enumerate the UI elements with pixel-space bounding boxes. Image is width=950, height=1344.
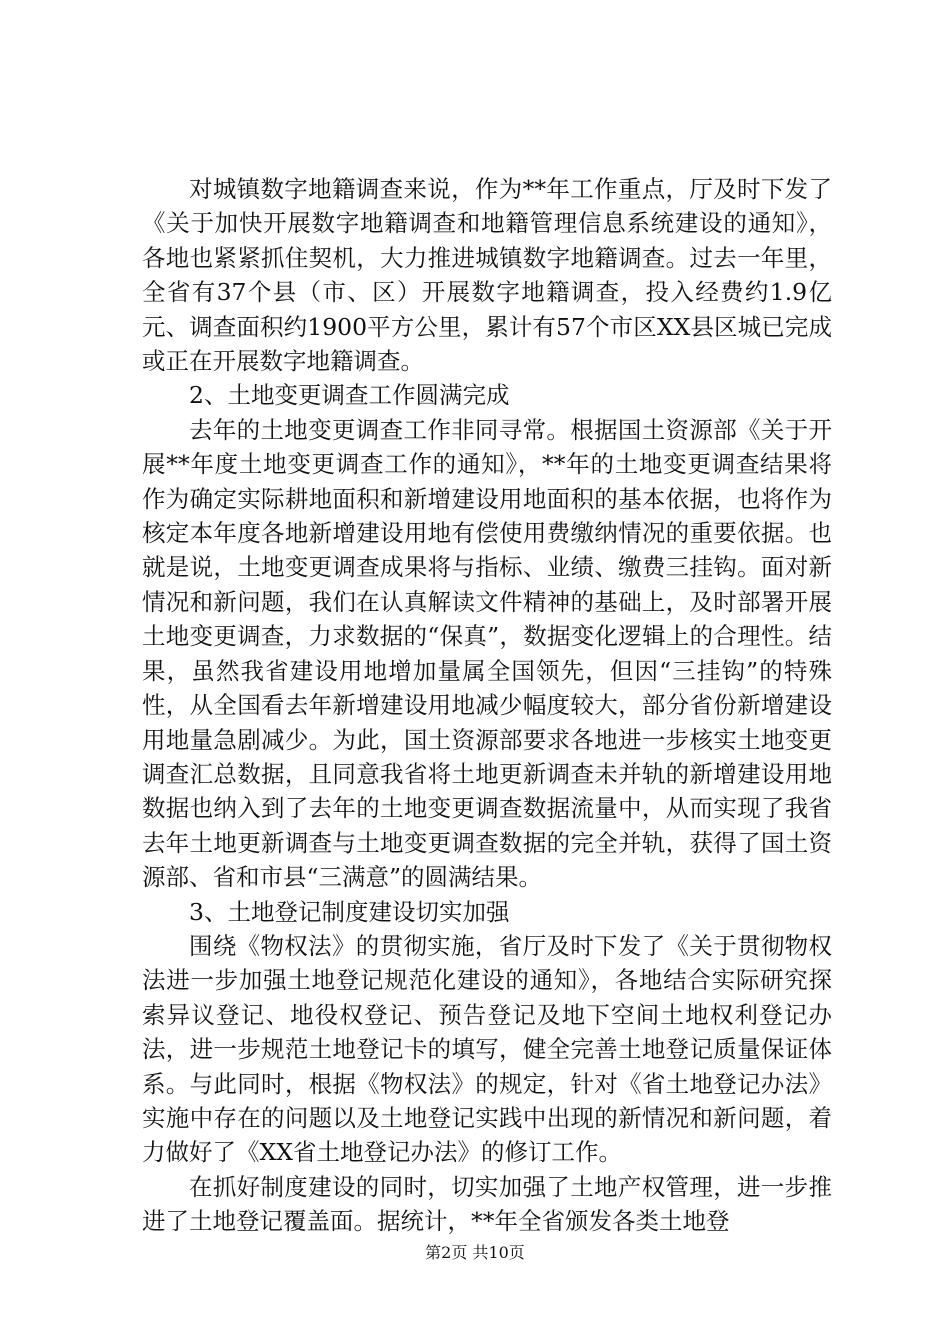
paragraph-property-law: 围绕《物权法》的贯彻实施，省厅及时下发了《关于贯彻物权法进一步加强土地登记规范化建设的通知》，各地结合实际研究探索异议登记、地役权登记、预告登记及地下空间土地权利登记办法，进一步规范土地登记卡的填写，健全完善土地登记质量保证体系。与此同时，根据《物权法》的规定，针对《省土地登记办法》实施中存在的问题以及土地登记实践中出现的新情况和新问题，着力做好了《XX省土地登记办法》的修订工作。 [142,931,832,1167]
paragraph-digital-cadastre: 对城镇数字地籍调查来说，作为**年工作重点，厅及时下发了《关于加快开展数字地籍调查和地籍管理信息系统建设的通知》，各地也紧紧抓住契机，大力推进城镇数字地籍调查。过去一年里，全省有37个县（市、区）开展数字地籍调查，投入经费约1.9亿元、调查面积约1900平方公里，累计有57个市区XX县区城已完成或正在开展数字地籍调查。 [142,175,832,376]
page-footer: 第2页 共10页 [425,1243,525,1262]
heading-land-registration: 3、土地登记制度建设切实加强 [189,897,510,926]
body-text [142,172,832,1239]
paragraph-property-management: 在抓好制度建设的同时，切实加强了土地产权管理，进一步推进了土地登记覆盖面。据统计，**年全省颁发各类土地登 [142,1172,832,1236]
heading-land-change-survey: 2、土地变更调查工作圆满完成 [189,381,510,410]
paragraph-land-change-survey: 去年的土地变更调查工作非同寻常。根据国土资源部《关于开展**年度土地变更调查工作的通知》，**年的土地变更调查结果将作为确定实际耕地面积和新增建设用地面积的基本依据，也将作为核定本年度各地新增建设用地有偿使用费缴纳情况的重要依据。也就是说，土地变更调查成果将与指标、业绩、缴费三挂钩。面对新情况和新问题，我们在认真解读文件精神的基础上，及时部署开展土地变更调查，力求数据的“保真”，数据变化逻辑上的合理性。结果，虽然我省建设用地增加量属全国领先，但因“三挂钩”的特殊性，从全国看去年新增建设用地减少幅度较大，部分省份新增建设用地量急剧减少。为此，国土资源部要求各地进一步核实土地变更调查汇总数据，且同意我省将土地更新调查未并轨的新增建设用地数据也纳入到了去年的土地变更调查数据流量中，从而实现了我省去年土地更新调查与土地变更调查数据的完全并轨，获得了国土资源部、省和市县“三满意”的圆满结果。 [142,415,832,892]
